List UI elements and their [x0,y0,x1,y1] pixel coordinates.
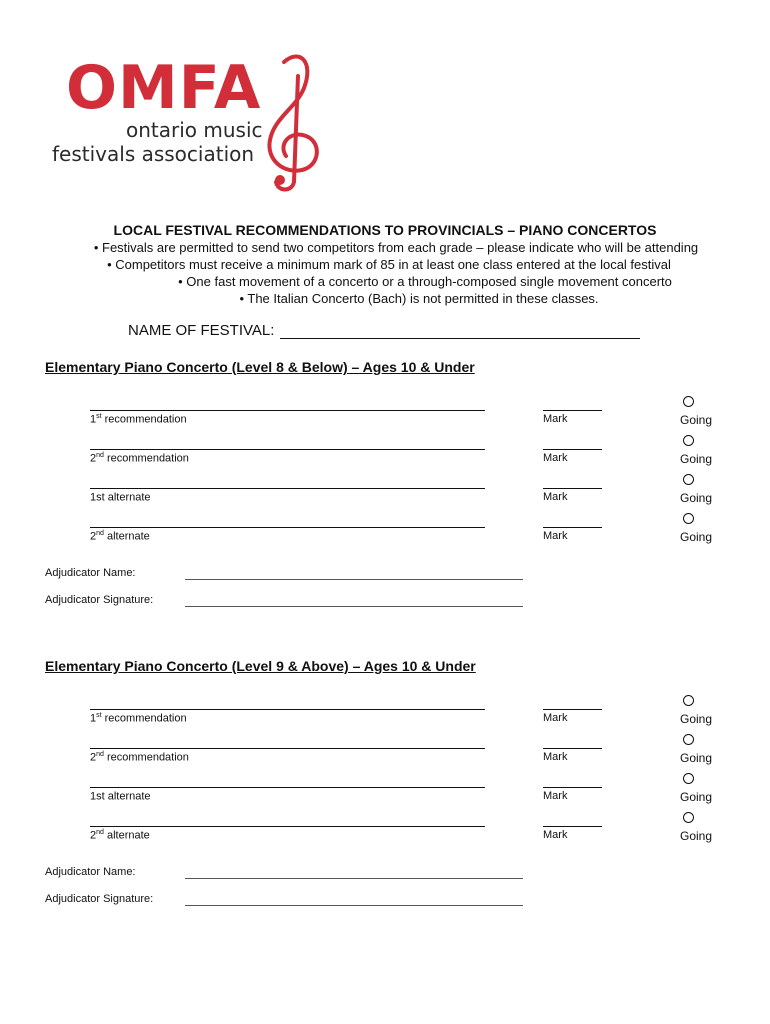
section-title: Elementary Piano Concerto (Level 9 & Above) – Ages 10 & Under [45,658,476,674]
going-radio[interactable] [683,513,694,524]
adjudicator-signature-label: Adjudicator Signature: [45,594,154,606]
mark-line[interactable] [543,709,602,710]
mark-label: Mark [543,491,568,503]
adjudicator-name-line[interactable] [185,878,523,879]
going-radio[interactable] [683,396,694,407]
going-label: Going [680,413,713,427]
adjudicator-name-label: Adjudicator Name: [45,866,136,878]
mark-line[interactable] [543,826,602,827]
recommendation-row [0,736,770,776]
going-label: Going [680,452,713,466]
going-radio[interactable] [683,773,694,784]
row-label: 1st recommendation [90,712,187,725]
festival-name-label: NAME OF FESTIVAL: [128,322,275,339]
alternate-row [0,775,770,815]
name-line[interactable] [90,826,485,827]
adjudicator-signature-line[interactable] [185,606,523,607]
going-label: Going [680,530,713,544]
section-title: Elementary Piano Concerto (Level 8 & Below) – Ages 10 & Under [45,359,475,375]
row-label: 1st alternate [90,790,151,803]
going-radio[interactable] [683,695,694,706]
alternate-row [0,476,770,516]
section-level-9-above [0,658,770,938]
page-title: LOCAL FESTIVAL RECOMMENDATIONS TO PROVINCIALS – PIANO CONCERTOS [113,222,657,238]
logo-subtitle-line1: ontario music [126,118,263,142]
logo-subtitle-line2: festivals association [52,142,255,166]
name-line[interactable] [90,709,485,710]
row-label: 2nd alternate [90,829,150,842]
name-line[interactable] [90,488,485,489]
rule-item: • Festivals are permitted to send two competitors from each grade – please indicate who will be attending [93,240,699,255]
recommendation-row [0,398,770,438]
name-line[interactable] [90,449,485,450]
mark-line[interactable] [543,449,602,450]
mark-line[interactable] [543,527,602,528]
mark-label: Mark [543,829,568,841]
going-label: Going [680,829,713,843]
going-radio[interactable] [683,435,694,446]
omfa-logo [52,52,327,192]
going-label: Going [680,790,713,804]
rules-list [0,239,770,307]
row-label: 2nd recommendation [90,452,189,465]
mark-label: Mark [543,452,568,464]
recommendation-row [0,437,770,477]
going-label: Going [680,751,713,765]
name-line[interactable] [90,748,485,749]
name-line[interactable] [90,410,485,411]
section-level-8-below [0,359,770,639]
mark-label: Mark [543,790,568,802]
row-label: 2nd recommendation [90,751,189,764]
alternate-row [0,814,770,854]
going-radio[interactable] [683,812,694,823]
mark-label: Mark [543,413,568,425]
mark-line[interactable] [543,748,602,749]
festival-name-line[interactable] [280,324,640,339]
rule-item: • Competitors must receive a minimum mark of 85 in at least one class entered at the local festival [107,257,671,272]
mark-line[interactable] [543,488,602,489]
mark-label: Mark [543,712,568,724]
mark-label: Mark [543,530,568,542]
rule-item: • The Italian Concerto (Bach) is not permitted in these classes. [239,291,599,306]
adjudicator-signature-label: Adjudicator Signature: [45,893,154,905]
row-label: 1st recommendation [90,413,187,426]
logo-wordmark: OMFA [66,53,262,123]
going-label: Going [680,712,713,726]
adjudicator-name-label: Adjudicator Name: [45,567,136,579]
name-line[interactable] [90,527,485,528]
mark-label: Mark [543,751,568,763]
adjudicator-signature-line[interactable] [185,905,523,906]
mark-line[interactable] [543,410,602,411]
name-line[interactable] [90,787,485,788]
festival-name-field[interactable] [128,322,640,339]
mark-line[interactable] [543,787,602,788]
rule-item: • One fast movement of a concerto or a through-composed single movement concerto [178,274,672,289]
row-label: 1st alternate [90,491,151,504]
going-radio[interactable] [683,734,694,745]
recommendation-row [0,697,770,737]
alternate-row [0,515,770,555]
adjudicator-name-line[interactable] [185,579,523,580]
going-radio[interactable] [683,474,694,485]
going-label: Going [680,491,713,505]
row-label: 2nd alternate [90,530,150,543]
